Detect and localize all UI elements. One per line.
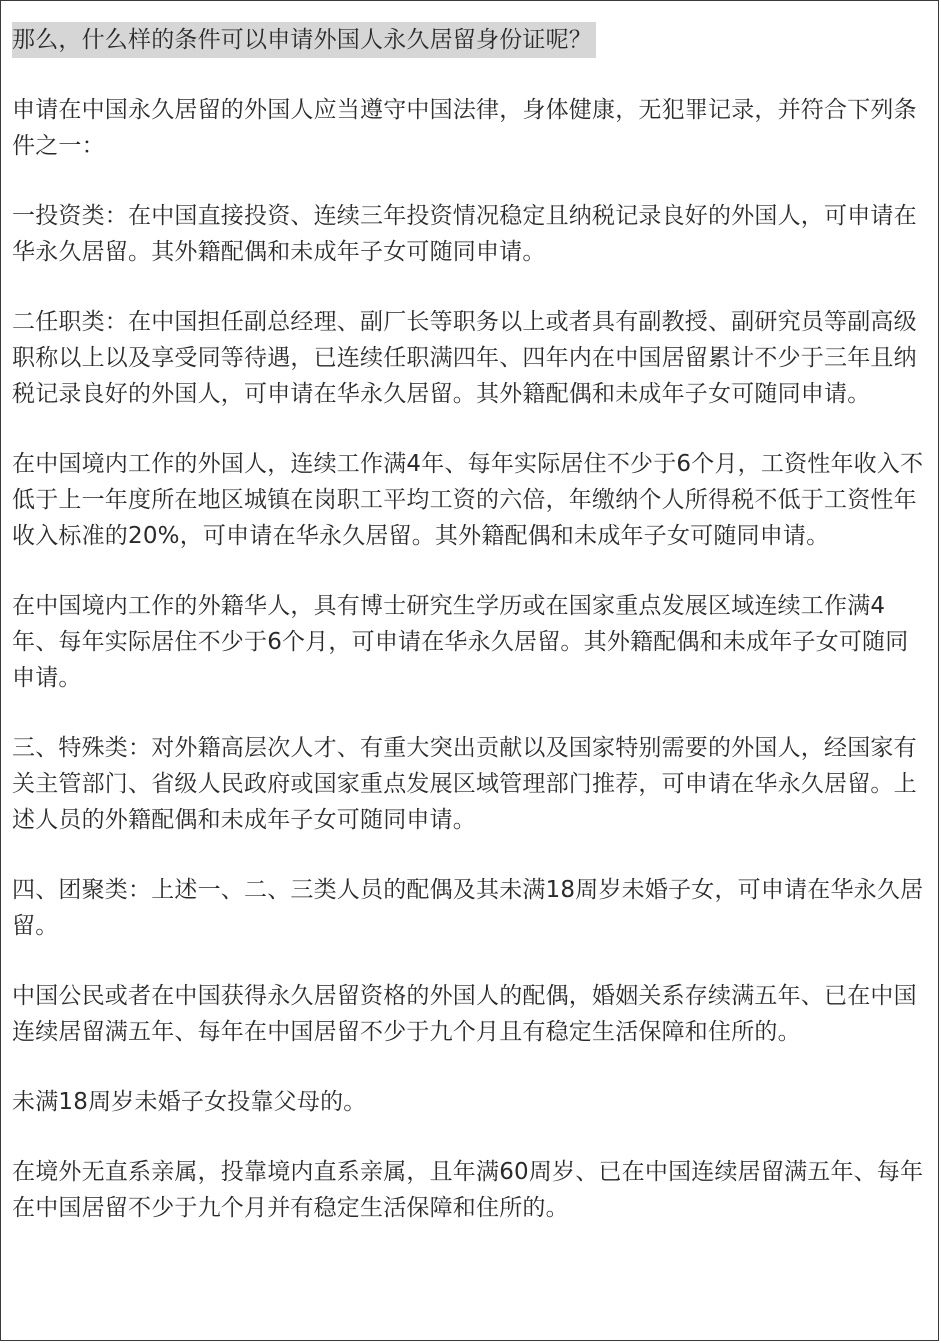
paragraph-spouse: 中国公民或者在中国获得永久居留资格的外国人的配偶，婚姻关系存续满五年、已在中国连续居留满五年、每年在中国居留不少于九个月且有稳定生活保障和住所的。 (12, 983, 917, 1045)
paragraph-elderly-relatives: 在境外无直系亲属，投靠境内直系亲属，且年满60周岁、已在中国连续居留满五年、每年在中国居留不少于九个月并有稳定生活保障和住所的。 (12, 1159, 924, 1221)
heading-row (12, 22, 928, 58)
paragraph-investment: 一投资类：在中国直接投资、连续三年投资情况稳定且纳税记录良好的外国人，可申请在华永久居留。其外籍配偶和未成年子女可随同申请。 (12, 203, 917, 265)
paragraph-employment: 二任职类：在中国担任副总经理、副厂长等职务以上或者具有副教授、副研究员等副高级职称以上以及享受同等待遇，已连续任职满四年、四年内在中国居留累计不少于三年且纳税记录良好的外国人，可申请在华永久居留。其外籍配偶和未成年子女可随同申请。 (12, 309, 917, 407)
paragraph-minor-children: 未满18周岁未婚子女投靠父母的。 (12, 1089, 367, 1115)
section-heading: 那么，什么样的条件可以申请外国人永久居留身份证呢？ (12, 22, 596, 58)
paragraph-foreign-worker: 在中国境内工作的外国人，连续工作满4年、每年实际居住不少于6个月，工资性年收入不低于上一年度所在地区城镇在岗职工平均工资的六倍，年缴纳个人所得税不低于工资性年收入标准的20%，可申请在华永久居留。其外籍配偶和未成年子女可随同申请。 (12, 451, 924, 549)
article-body (12, 22, 928, 1226)
paragraph-overseas-chinese: 在中国境内工作的外籍华人，具有博士研究生学历或在国家重点发展区域连续工作满4年、每年实际居住不少于6个月，可申请在华永久居留。其外籍配偶和未成年子女可随同申请。 (12, 593, 909, 691)
paragraph-reunion: 四、团聚类：上述一、二、三类人员的配偶及其未满18周岁未婚子女，可申请在华永久居留。 (12, 877, 924, 939)
paragraph-intro: 申请在中国永久居留的外国人应当遵守中国法律，身体健康，无犯罪记录，并符合下列条件之一： (12, 97, 917, 159)
paragraph-special: 三、特殊类：对外籍高层次人才、有重大突出贡献以及国家特别需要的外国人，经国家有关主管部门、省级人民政府或国家重点发展区域管理部门推荐，可申请在华永久居留。上述人员的外籍配偶和未成年子女可随同申请。 (12, 735, 917, 833)
